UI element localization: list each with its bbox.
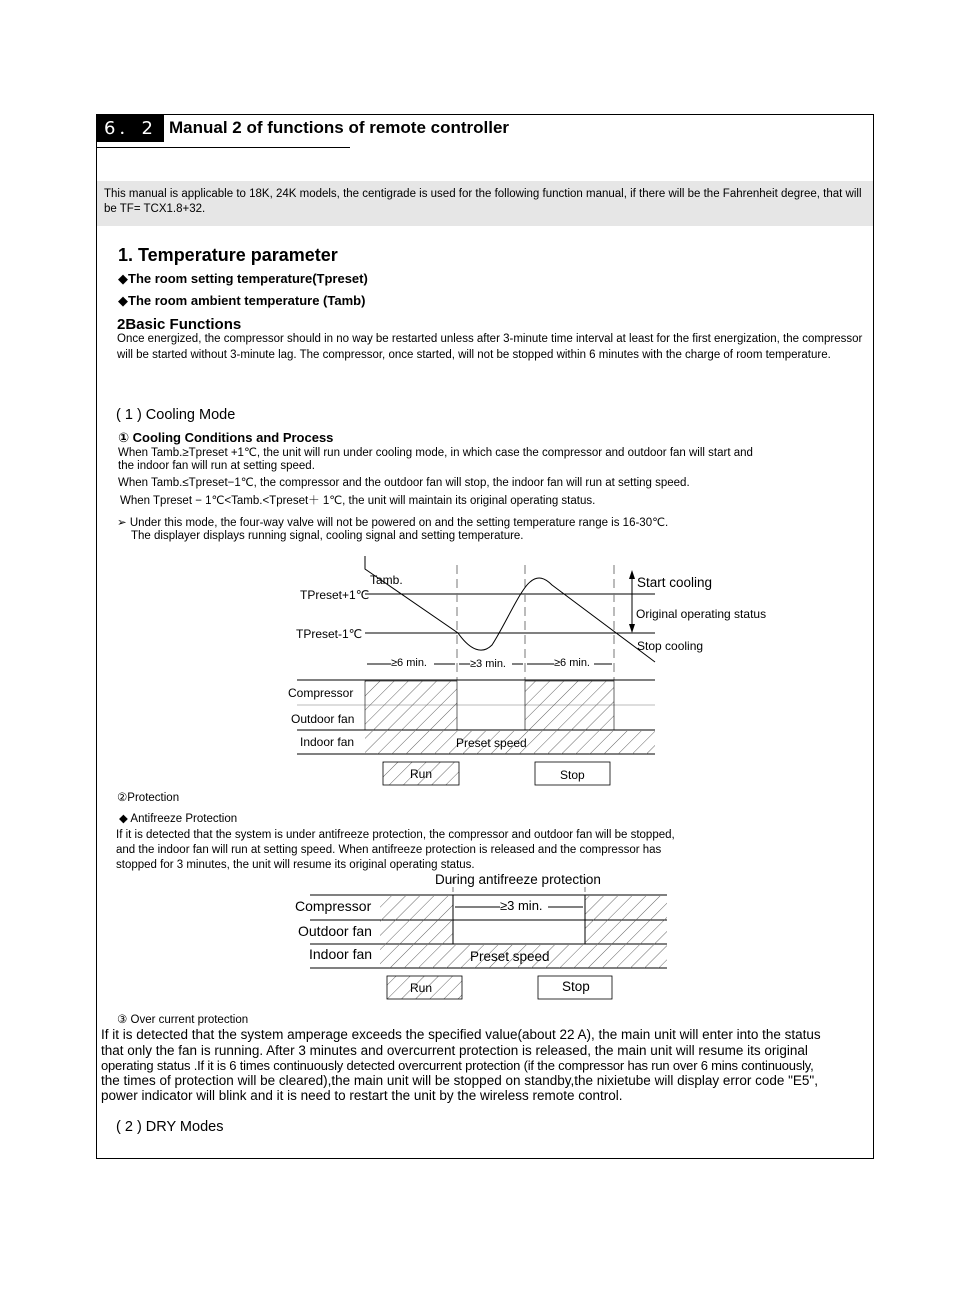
row-label-compressor: Compressor	[295, 898, 372, 914]
legend-run-label: Run	[410, 767, 433, 781]
basic-functions-text: Once energized, the compressor should in no way be restarted unless after 3-minute time interval at least for the first energization, the compressor will be started without 3-minute lag. The compressor, once started, will not be stopped within 6 minutes with the charge of room temperature.	[117, 333, 863, 361]
lower-threshold-label: TPreset-1℃	[296, 627, 363, 641]
tamb-item: ◆The room ambient temperature (Tamb)	[118, 293, 366, 308]
antifreeze-heading: ◆ Antifreeze Protection	[119, 813, 238, 825]
original-status-label: Original operating status	[636, 607, 767, 621]
row-label-outdoor-fan: Outdoor fan	[298, 923, 372, 939]
antifreeze-line: stopped for 3 minutes, the unit will resume its original operating status.	[116, 859, 475, 871]
cooling-conditions-heading: ① Cooling Conditions and Process	[118, 430, 334, 445]
preset-speed-label: Preset speed	[470, 949, 550, 964]
condition-line: When Tamb.≥Tpreset +1℃, the unit will run under cooling mode, in which case the compressor and outdoor fan will start and	[118, 447, 753, 459]
tamb-label: Tamb.	[370, 573, 403, 587]
antifreeze-diagram-title: During antifreeze protection	[435, 872, 601, 887]
over-current-line: that only the fan is running. After 3 minutes and overcurrent protection is released, the main unit will resume its original	[101, 1043, 808, 1058]
condition-line: the indoor fan will run at setting speed.	[118, 460, 315, 472]
basic-functions-heading: 2Basic Functions	[117, 316, 242, 333]
start-cooling-label: Start cooling	[637, 575, 713, 590]
protection-heading: ②Protection	[117, 792, 180, 804]
row-label-compressor: Compressor	[288, 686, 354, 700]
over-current-line: If it is detected that the system amperage exceeds the specified value(about 22 A), the main unit will enter into the status	[101, 1027, 821, 1042]
legend-run-label: Run	[410, 981, 433, 995]
temperature-parameter-heading: 1. Temperature parameter	[118, 245, 338, 265]
stop-cooling-label: Stop cooling	[637, 639, 704, 653]
over-current-line: operating status .If it is 6 times continuously detected overcurrent protection (if the compressor has run over 6 mins continuously,	[101, 1058, 814, 1073]
over-current-line: power indicator will blink and it is need to restart the unit by the wireless remote control.	[101, 1088, 623, 1103]
row-label-outdoor-fan: Outdoor fan	[291, 712, 355, 726]
mode-note-line: ➢ Under this mode, the four-way valve will not be powered on and the setting temperature range is 16-30℃.	[117, 517, 669, 529]
preset-speed-label: Preset speed	[456, 736, 527, 750]
antifreeze-line: If it is detected that the system is under antifreeze protection, the compressor and outdoor fan will be stopped,	[116, 829, 675, 841]
compressor-run-block	[380, 896, 453, 944]
legend-stop-label: Stop	[560, 768, 585, 782]
over-current-heading: ③ Over current protection	[117, 1014, 249, 1026]
section-title: Manual 2 of functions of remote controller	[169, 118, 510, 137]
section-number: 6．2	[97, 115, 164, 142]
interval-label: ≥6 min.	[391, 657, 427, 669]
dry-modes-heading: ( 2 ) DRY Modes	[116, 1119, 224, 1135]
condition-line: When Tamb.≤Tpreset−1℃, the compressor and the outdoor fan will stop, the indoor fan will run at setting speed.	[118, 477, 690, 489]
over-current-line: the times of protection will be cleared),the main unit will be stopped on standby,the nixietube will display error code "E5",	[101, 1073, 818, 1088]
legend-stop-label: Stop	[562, 979, 590, 994]
row-label-indoor-fan: Indoor fan	[309, 946, 373, 962]
upper-threshold-label: TPreset+1℃	[300, 588, 370, 602]
mode-note-line: The displayer displays running signal, cooling signal and setting temperature.	[131, 530, 524, 542]
over-current-text	[101, 1027, 871, 1103]
compressor-run-block	[585, 896, 667, 944]
condition-line: When Tpreset − 1℃<Tamb.<Tpreset＋ 1℃, the unit will maintain its original operating status.	[120, 495, 596, 507]
interval-label: ≥6 min.	[554, 657, 590, 669]
tpreset-item: ◆The room setting temperature(Tpreset)	[118, 271, 368, 286]
notice-text: This manual is applicable to 18K, 24K models, the centigrade is used for the following function manual, if there will be the Fahrenheit degree, that will be TF= TCX1.8+32.	[104, 188, 862, 215]
row-label-indoor-fan: Indoor fan	[300, 735, 355, 749]
antifreeze-line: and the indoor fan will run at setting speed. When antifreeze protection is released and the compressor has	[116, 844, 662, 856]
cooling-mode-heading: ( 1 ) Cooling Mode	[116, 407, 236, 423]
interval-label: ≥3 min.	[500, 898, 543, 913]
interval-label: ≥3 min.	[470, 658, 506, 670]
